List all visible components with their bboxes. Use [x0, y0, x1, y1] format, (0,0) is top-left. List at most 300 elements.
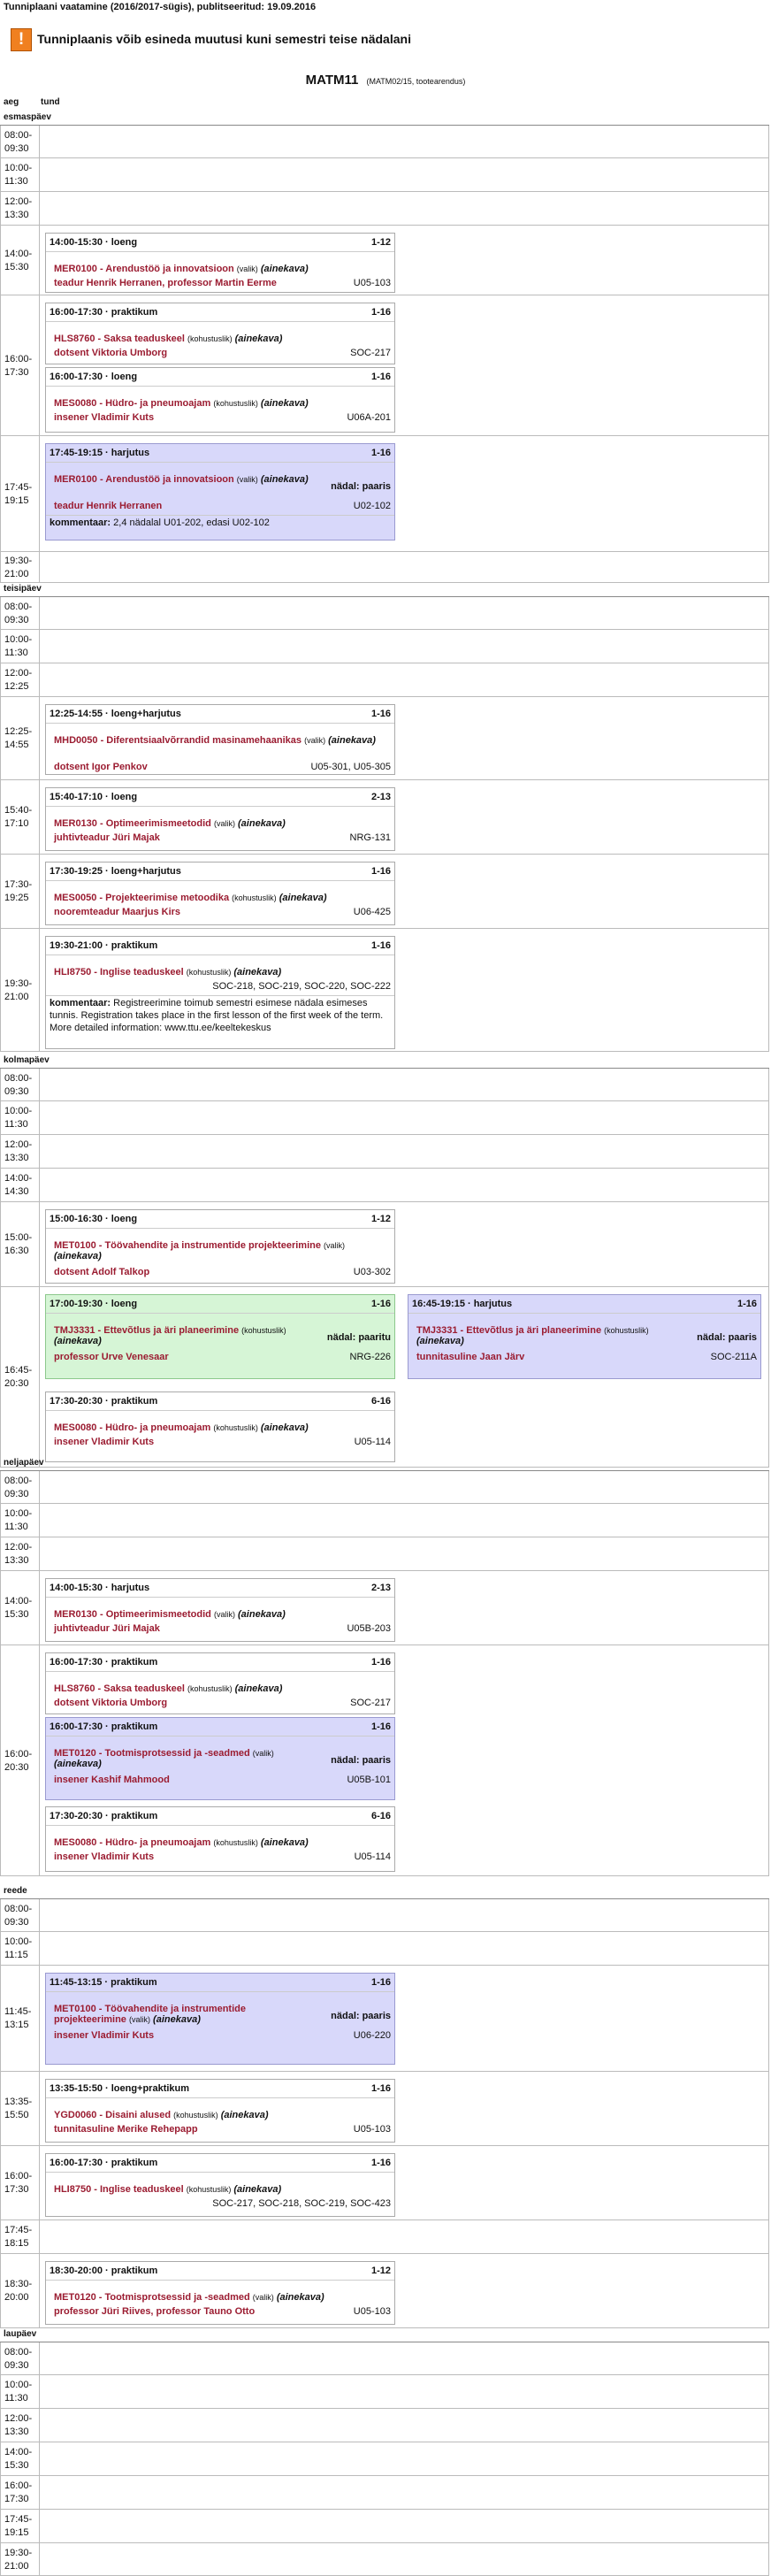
time-label: 14:00-15:30 [4, 2447, 33, 2471]
teacher-link[interactable]: tunnitasuline Merike Rehepapp [54, 2124, 198, 2135]
comment-text: 2,4 nädalal U01-202, edasi U02-102 [113, 518, 270, 528]
lesson-card[interactable] [45, 233, 395, 293]
lesson-course [54, 2184, 391, 2195]
lesson-time-type: 15:40-17:10 · loeng [50, 792, 138, 802]
schedule-row [0, 2254, 769, 2328]
room-label: U05-103 [353, 2306, 391, 2317]
lesson-time-type: 17:30-19:25 · loeng+harjutus [50, 866, 181, 877]
lesson-header [50, 1396, 391, 1408]
schedule-row [0, 1932, 769, 1966]
course-type: (kohustuslik) [187, 1684, 233, 1693]
card-separator [46, 515, 394, 516]
lesson-card[interactable] [45, 787, 395, 851]
lesson-course [54, 1609, 391, 1620]
course-type: (valik) [324, 1241, 346, 1250]
lesson-card[interactable] [45, 1578, 395, 1642]
time-label: 18:30-20:00 [4, 2279, 33, 2303]
lesson-time-type: 14:00-15:30 · harjutus [50, 1583, 150, 1593]
teacher-link[interactable]: insener Vladimir Kuts [54, 1852, 155, 1862]
week-parity: nädal: paaris [331, 2011, 391, 2021]
lesson-header [50, 372, 391, 384]
schedule-row [0, 1471, 769, 1504]
lesson-card[interactable] [45, 1973, 395, 2065]
schedule-row [0, 2375, 769, 2409]
schedule-row [0, 192, 769, 226]
room-label: U05B-203 [347, 1623, 391, 1634]
course-type: (valik) [213, 819, 235, 828]
lesson-teacher-row [54, 1352, 391, 1364]
time-label: 08:00-09:30 [4, 2347, 33, 2371]
lesson-weeks: 1-16 [370, 1299, 391, 1309]
course-link[interactable]: MER0130 - Optimeerimismeetodid [54, 818, 211, 829]
room-label: SOC-217, SOC-218, SOC-219, SOC-423 [212, 2198, 391, 2209]
schedule-row [0, 1504, 769, 1537]
ainekava-link[interactable]: (ainekava) [260, 398, 309, 409]
lesson-time-type: 11:45-13:15 · praktikum [50, 1977, 157, 1988]
schedule-row [0, 552, 769, 583]
time-label: 19:30-21:00 [4, 2548, 33, 2572]
schedule-row [0, 2476, 769, 2510]
teacher-link[interactable]: dotsent Igor Penkov [54, 762, 148, 772]
comment-label: kommentaar: [50, 998, 111, 1008]
schedule-row [0, 2146, 769, 2220]
lesson-card[interactable] [45, 367, 395, 433]
lesson-teacher-row [54, 907, 391, 919]
card-separator [46, 386, 394, 387]
course-link[interactable]: MER0130 - Optimeerimismeetodid [54, 1609, 211, 1620]
lesson-weeks: 2-13 [370, 1583, 391, 1593]
teacher-link[interactable]: teadur Henrik Herranen, professor Martin Eerme [54, 278, 277, 288]
teacher-link[interactable]: nooremteadur Maarjus Kirs [54, 907, 181, 917]
card-separator [46, 954, 394, 955]
ainekava-link[interactable]: (ainekava) [220, 2110, 269, 2120]
room-label: U05-103 [353, 278, 391, 288]
card-separator [46, 251, 394, 252]
schedule-row [0, 295, 769, 436]
ainekava-link[interactable]: (ainekava) [233, 967, 282, 978]
schedule-row [0, 1169, 769, 1202]
lesson-time-type: 16:00-17:30 · loeng [50, 372, 138, 382]
room-label: NRG-131 [349, 832, 391, 843]
lesson-weeks: 1-16 [370, 2083, 391, 2094]
teacher-link[interactable]: teadur Henrik Herranen [54, 501, 163, 511]
course-link[interactable]: MER0100 - Arendustöö ja innovatsioon [54, 264, 234, 274]
schedule-row [0, 1966, 769, 2072]
time-label: 17:30-19:25 [4, 879, 33, 903]
course-link[interactable]: HLI8750 - Inglise teaduskeel [54, 2184, 184, 2195]
lesson-comment [50, 997, 391, 1034]
teacher-link[interactable]: juhtivteadur Jüri Majak [54, 1623, 160, 1634]
ainekava-link[interactable]: (ainekava) [238, 818, 286, 829]
room-label: U06-425 [353, 907, 391, 917]
schedule-row [0, 158, 769, 192]
lesson-course [54, 2004, 315, 2025]
lesson-card[interactable] [45, 1717, 395, 1800]
lesson-weeks: 1-16 [370, 372, 391, 382]
schedule-row [0, 226, 769, 295]
lesson-card[interactable] [45, 1392, 395, 1462]
schedule-row [0, 855, 769, 929]
time-label: 08:00-09:30 [4, 602, 33, 625]
lesson-header [50, 1811, 391, 1823]
teacher-link[interactable]: professor Urve Venesaar [54, 1352, 169, 1362]
time-label: 11:45-13:15 [4, 2006, 32, 2030]
time-label: 12:25-14:55 [4, 726, 33, 750]
course-link[interactable]: MET0120 - Tootmisprotsessid ja -seadmed [54, 2292, 250, 2303]
ainekava-link[interactable]: (ainekava) [54, 1759, 102, 1769]
teacher-link[interactable]: professor Jüri Riives, professor Tauno Otto [54, 2306, 256, 2317]
lesson-time-type: 16:00-17:30 · praktikum [50, 2158, 158, 2168]
lesson-time-type: 17:30-20:30 · praktikum [50, 1811, 158, 1821]
lesson-time-type: 13:35-15:50 · loeng+praktikum [50, 2083, 190, 2094]
card-separator [46, 1671, 394, 1672]
day-heading: neljapäev [4, 1458, 44, 1468]
room-label: SOC-218, SOC-219, SOC-220, SOC-222 [212, 981, 391, 992]
lesson-weeks: 1-16 [370, 940, 391, 951]
schedule-row [0, 663, 769, 697]
column-header-time: aeg [4, 97, 19, 107]
teacher-link[interactable]: dotsent Viktoria Umborg [54, 1698, 168, 1708]
lesson-weeks: 1-16 [370, 1721, 391, 1732]
lesson-teacher-row [54, 1852, 391, 1864]
day-heading: laupäev [4, 2329, 37, 2339]
time-label: 14:00-15:30 [4, 249, 33, 272]
time-label: 16:00-17:30 [4, 2171, 33, 2195]
comment-text: Registreerimine toimub semestri esimese nädala esimeses tunnis. Registration takes place in the first lesson of the first week of the term. More detailed information: www.ttu.ee/keeltekeskus [50, 998, 384, 1033]
time-label: 10:00-11:30 [4, 1508, 33, 1532]
lesson-teacher-row [54, 1698, 391, 1710]
course-type: (valik) [304, 736, 326, 745]
course-link[interactable]: TMJ3331 - Ettevõtlus ja äri planeerimine [54, 1325, 240, 1336]
card-separator [46, 723, 394, 724]
ainekava-link[interactable]: (ainekava) [279, 893, 327, 903]
course-link[interactable]: MHD0050 - Diferentsiaalvõrrandid masinamehaanikas [54, 735, 302, 746]
time-label: 14:00-15:30 [4, 1596, 33, 1620]
lesson-time-type: 12:25-14:55 · loeng+harjutus [50, 709, 181, 719]
lesson-time-type: 17:00-19:30 · loeng [50, 1299, 138, 1309]
time-label: 08:00-09:30 [4, 1904, 33, 1928]
schedule-row [0, 1202, 769, 1287]
lesson-card[interactable] [45, 303, 395, 364]
lesson-teacher-row [54, 981, 391, 993]
lesson-course [54, 1748, 315, 1769]
schedule-row [0, 1899, 769, 1932]
time-label: 12:00-13:30 [4, 1542, 33, 1566]
lesson-weeks: 1-12 [370, 1214, 391, 1224]
lesson-card[interactable] [45, 2079, 395, 2143]
time-label: 19:30-21:00 [4, 556, 33, 579]
lesson-header [50, 237, 391, 249]
time-label: 10:00-11:30 [4, 634, 33, 658]
lesson-weeks: 1-16 [370, 448, 391, 458]
schedule-row [0, 630, 769, 663]
schedule-row [0, 1101, 769, 1135]
lesson-card[interactable] [45, 1294, 395, 1379]
lesson-teacher-row [54, 2306, 391, 2319]
lesson-header [50, 2266, 391, 2278]
lesson-time-type: 19:30-21:00 · praktikum [50, 940, 158, 951]
lesson-course [54, 1240, 391, 1261]
week-parity: nädal: paaris [331, 481, 391, 492]
lesson-course [54, 893, 391, 903]
lesson-comment [50, 517, 391, 529]
page-header: Tunniplaani vaatamine (2016/2017-sügis), publitseeritud: 19.09.2016 [4, 2, 317, 12]
lesson-time-type: 14:00-15:30 · loeng [50, 237, 138, 248]
course-type: (kohustuslik) [186, 2185, 232, 2194]
lesson-header [50, 2158, 391, 2170]
time-label: 08:00-09:30 [4, 130, 33, 154]
lesson-teacher-row [54, 1437, 391, 1449]
time-label: 12:00-13:30 [4, 2413, 33, 2437]
ainekava-link[interactable]: (ainekava) [234, 334, 283, 344]
comment-label: kommentaar: [50, 518, 111, 528]
course-type: (kohustuslik) [213, 1423, 258, 1432]
card-separator [46, 462, 394, 463]
course-type: (valik) [236, 264, 258, 273]
week-parity: nädal: paaris [697, 1332, 757, 1343]
schedule-row [0, 2543, 769, 2576]
lesson-header [50, 709, 391, 721]
card-separator [46, 995, 394, 996]
time-label: 16:00-17:30 [4, 354, 33, 378]
course-type: (valik) [236, 475, 258, 484]
lesson-course [54, 1325, 315, 1346]
course-link[interactable]: MET0100 - Töövahendite ja instrumentide projekteerimine [54, 1240, 321, 1251]
lesson-course [54, 818, 391, 829]
time-label: 17:45-19:15 [4, 2514, 33, 2538]
schedule-row [0, 2072, 769, 2146]
course-link[interactable]: YGD0060 - Disaini alused [54, 2110, 172, 2120]
schedule-row [0, 1135, 769, 1169]
teacher-link[interactable]: insener Vladimir Kuts [54, 412, 155, 423]
lesson-card[interactable] [45, 443, 395, 540]
teacher-link[interactable]: dotsent Viktoria Umborg [54, 348, 168, 358]
course-link[interactable]: TMJ3331 - Ettevõtlus ja äri planeerimine [416, 1325, 602, 1336]
lesson-time-type: 17:45-19:15 · harjutus [50, 448, 150, 458]
lesson-teacher-row [54, 1267, 391, 1279]
lesson-card[interactable] [45, 1209, 395, 1284]
course-link[interactable]: MES0080 - Hüdro- ja pneumoajam [54, 398, 211, 409]
ainekava-link[interactable]: (ainekava) [54, 1336, 102, 1346]
room-label: U03-302 [353, 1267, 391, 1277]
time-label: 12:00-13:30 [4, 1139, 33, 1163]
lesson-course [54, 264, 391, 274]
ainekava-link[interactable]: (ainekava) [260, 474, 309, 485]
lesson-teacher-row [54, 762, 391, 774]
lesson-header [50, 2083, 391, 2096]
course-type: (kohustuslik) [187, 334, 233, 343]
course-type: (kohustuslik) [241, 1326, 286, 1335]
course-link[interactable]: HLS8760 - Saksa teaduskeel [54, 1683, 185, 1694]
lesson-weeks: 6-16 [370, 1396, 391, 1407]
day-heading: teisipäev [4, 584, 42, 594]
schedule-row [0, 780, 769, 855]
ainekava-link[interactable]: (ainekava) [233, 2184, 282, 2195]
lesson-weeks: 1-16 [370, 2158, 391, 2168]
time-label: 10:00-11:30 [4, 163, 33, 187]
lesson-course [54, 2110, 391, 2120]
lesson-course [416, 1325, 681, 1346]
time-label: 19:30-21:00 [4, 978, 33, 1002]
time-label: 15:00-16:30 [4, 1232, 33, 1256]
ainekava-link[interactable]: (ainekava) [54, 1251, 102, 1261]
lesson-teacher-row [54, 1775, 391, 1787]
ainekava-link[interactable]: (ainekava) [416, 1336, 464, 1346]
schedule-row [0, 1537, 769, 1571]
lesson-header [50, 1214, 391, 1226]
ainekava-link[interactable]: (ainekava) [238, 1609, 286, 1620]
card-separator [408, 1313, 760, 1314]
course-link[interactable]: MES0080 - Hüdro- ja pneumoajam [54, 1422, 211, 1433]
lesson-course [54, 2292, 391, 2303]
course-link[interactable]: MER0100 - Arendustöö ja innovatsioon [54, 474, 234, 485]
time-label: 17:45-18:15 [4, 2225, 33, 2249]
lesson-teacher-row [54, 501, 391, 513]
time-label: 15:40-17:10 [4, 805, 33, 829]
time-label: 10:00-11:30 [4, 1106, 33, 1130]
schedule-row [0, 2220, 769, 2254]
room-label: U05-301, U05-305 [310, 762, 391, 772]
room-label: U02-102 [353, 501, 391, 511]
time-label: 10:00-11:15 [4, 1936, 33, 1960]
lesson-header [50, 940, 391, 953]
course-link[interactable]: HLS8760 - Saksa teaduskeel [54, 334, 185, 344]
warning-icon: ! [11, 28, 32, 51]
lesson-card[interactable] [45, 936, 395, 1049]
lesson-card[interactable] [45, 862, 395, 925]
lesson-card[interactable] [45, 2153, 395, 2217]
day-heading: esmaspäev [4, 112, 51, 122]
schedule-row [0, 597, 769, 630]
lesson-header [50, 1977, 391, 1990]
ainekava-link[interactable]: (ainekava) [276, 2292, 324, 2303]
schedule-row [0, 436, 769, 552]
ainekava-link[interactable]: (ainekava) [234, 1683, 283, 1694]
schedule-row [0, 697, 769, 780]
lesson-card[interactable] [408, 1294, 761, 1379]
lesson-teacher-row [54, 2030, 391, 2043]
time-label: 12:00-12:25 [4, 668, 33, 692]
schedule-row [0, 2342, 769, 2375]
lesson-header [50, 1657, 391, 1669]
lesson-time-type: 16:00-17:30 · praktikum [50, 1721, 158, 1732]
teacher-link[interactable]: insener Vladimir Kuts [54, 1437, 155, 1447]
room-label: SOC-217 [350, 348, 391, 358]
card-separator [46, 2097, 394, 2098]
teacher-link[interactable]: dotsent Adolf Talkop [54, 1267, 150, 1277]
lesson-weeks: 1-16 [370, 1657, 391, 1668]
lesson-card[interactable] [45, 1806, 395, 1872]
lesson-weeks: 1-12 [370, 237, 391, 248]
schedule-row [0, 2510, 769, 2543]
lesson-header [50, 1299, 391, 1311]
ainekava-link[interactable]: (ainekava) [260, 1422, 309, 1433]
time-label: 08:00-09:30 [4, 1476, 33, 1499]
lesson-card[interactable] [45, 704, 395, 775]
room-label: U06A-201 [347, 412, 391, 423]
lesson-header [50, 1721, 391, 1734]
card-separator [46, 1991, 394, 1992]
notice-text: Tunniplaanis võib esineda muutusi kuni semestri teise nädalani [37, 32, 411, 46]
course-link[interactable]: HLI8750 - Inglise teaduskeel [54, 967, 184, 978]
lesson-header [50, 1583, 391, 1595]
lesson-teacher-row [416, 1352, 757, 1364]
lesson-teacher-row [54, 2124, 391, 2136]
ainekava-link[interactable]: (ainekava) [153, 2014, 201, 2025]
lesson-time-type: 17:30-20:30 · praktikum [50, 1396, 158, 1407]
lesson-teacher-row [54, 412, 391, 425]
card-separator [46, 806, 394, 807]
course-link[interactable]: MES0050 - Projekteerimise metoodika [54, 893, 230, 903]
lesson-weeks: 2-13 [370, 792, 391, 802]
ainekava-link[interactable]: (ainekava) [328, 735, 376, 746]
lesson-course [54, 398, 391, 409]
course-link[interactable]: MES0080 - Hüdro- ja pneumoajam [54, 1837, 211, 1848]
lesson-header [50, 866, 391, 878]
card-separator [46, 1825, 394, 1826]
teacher-link[interactable]: insener Vladimir Kuts [54, 2030, 155, 2041]
lesson-weeks: 1-16 [370, 866, 391, 877]
teacher-link[interactable]: juhtivteadur Jüri Majak [54, 832, 160, 843]
course-type: (kohustuslik) [604, 1326, 649, 1335]
lesson-card[interactable] [45, 2261, 395, 2325]
course-type: (kohustuslik) [186, 968, 232, 977]
week-parity: nädal: paaris [331, 1755, 391, 1766]
time-label: 16:00-17:30 [4, 2480, 33, 2504]
lesson-weeks: 1-16 [737, 1299, 757, 1309]
card-separator [46, 2280, 394, 2281]
card-separator [46, 321, 394, 322]
course-type: (valik) [252, 2293, 274, 2302]
time-label: 16:45-20:30 [4, 1365, 33, 1389]
course-link[interactable]: MET0120 - Tootmisprotsessid ja -seadmed [54, 1748, 250, 1759]
course-type: (valik) [128, 2015, 150, 2024]
room-label: SOC-217 [350, 1698, 391, 1708]
group-code: MATM11 [305, 73, 359, 88]
lesson-course [54, 967, 391, 978]
course-type: (valik) [213, 1610, 235, 1619]
day-heading: reede [4, 1886, 27, 1896]
lesson-course [54, 1422, 391, 1433]
lesson-card[interactable] [45, 1652, 395, 1714]
lesson-teacher-row [54, 1623, 391, 1636]
ainekava-link[interactable]: (ainekava) [260, 1837, 309, 1848]
ainekava-link[interactable]: (ainekava) [260, 264, 309, 274]
card-separator [46, 1597, 394, 1598]
time-label: 14:00-14:30 [4, 1173, 33, 1197]
lesson-weeks: 1-16 [370, 307, 391, 318]
lesson-header [50, 792, 391, 804]
group-subtitle: (MATM02/15, tootearendus) [366, 77, 466, 86]
schedule-row [0, 1287, 769, 1468]
lesson-time-type: 16:00-17:30 · praktikum [50, 1657, 158, 1668]
time-label: 12:00-13:30 [4, 196, 33, 220]
lesson-time-type: 16:00-17:30 · praktikum [50, 307, 158, 318]
lesson-header [412, 1299, 757, 1311]
time-label: 13:35-15:50 [4, 2097, 33, 2120]
lesson-course [54, 1683, 391, 1694]
course-link[interactable]: MET0100 - Töövahendite ja instrumentide projekteerimine [54, 2004, 246, 2025]
day-heading: kolmapäev [4, 1055, 50, 1065]
lesson-header [50, 448, 391, 460]
lesson-teacher-row [54, 278, 391, 290]
lesson-time-type: 18:30-20:00 · praktikum [50, 2266, 158, 2276]
teacher-link[interactable]: insener Kashif Mahmood [54, 1775, 170, 1785]
schedule-row [0, 1645, 769, 1876]
schedule-row [0, 126, 769, 158]
teacher-link[interactable]: tunnitasuline Jaan Järv [416, 1352, 525, 1362]
schedule-row [0, 2409, 769, 2442]
